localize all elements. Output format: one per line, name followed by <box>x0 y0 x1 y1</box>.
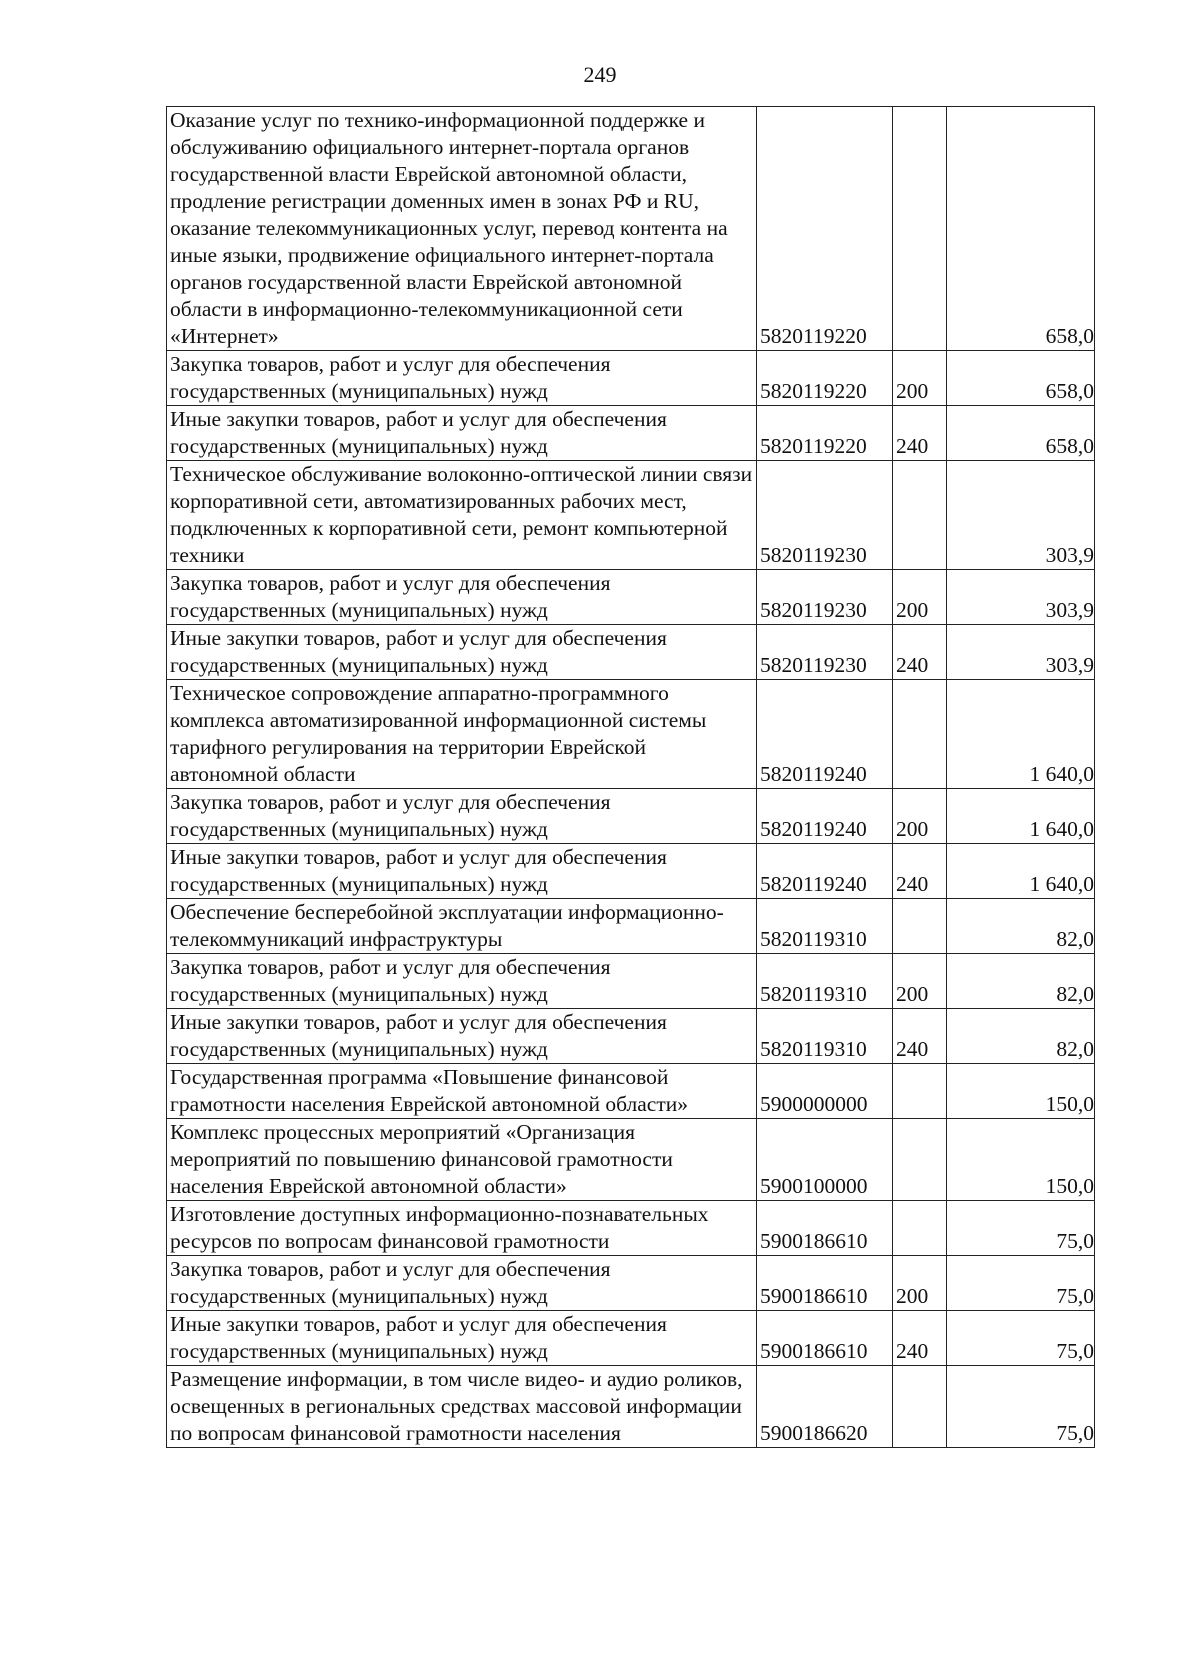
row-sum: 75,0 <box>947 1366 1095 1448</box>
table-row <box>167 954 1095 1009</box>
row-sum: 1 640,0 <box>947 844 1095 899</box>
row-name: Комплекс процессных мероприятий «Организация мероприятий по повышению финансовой грамотности населения Еврейской автономной области» <box>167 1119 757 1201</box>
table-row <box>167 680 1095 789</box>
table-row <box>167 570 1095 625</box>
table-row <box>167 1311 1095 1366</box>
row-name: Оказание услуг по технико-информационной поддержке и обслуживанию официального интернет-портала органов государственной власти Еврейской автономной области, продление регистрации доменных имен в зонах РФ и RU, оказание телекоммуникационных услуг, перевод контента на иные языки, продвижение официального интернет-портала органов государственной власти Еврейской автономной области в информационно-телекоммуникационной сети «Интернет» <box>167 107 757 351</box>
table-row <box>167 107 1095 351</box>
row-type <box>893 1119 947 1201</box>
table-row <box>167 1009 1095 1064</box>
row-type: 240 <box>893 1009 947 1064</box>
row-sum: 75,0 <box>947 1256 1095 1311</box>
row-code: 5820119310 <box>757 954 893 1009</box>
row-type: 240 <box>893 625 947 680</box>
row-code: 5900186610 <box>757 1201 893 1256</box>
row-name: Государственная программа «Повышение финансовой грамотности населения Еврейской автономной области» <box>167 1064 757 1119</box>
row-sum: 303,9 <box>947 461 1095 570</box>
row-code: 5820119310 <box>757 899 893 954</box>
row-sum: 82,0 <box>947 899 1095 954</box>
table-row <box>167 406 1095 461</box>
row-name: Техническое обслуживание волоконно-оптической линии связи корпоративной сети, автоматизированных рабочих мест, подключенных к корпоративной сети, ремонт компьютерной техники <box>167 461 757 570</box>
row-sum: 303,9 <box>947 625 1095 680</box>
row-sum: 1 640,0 <box>947 789 1095 844</box>
table-row <box>167 789 1095 844</box>
row-code: 5900186610 <box>757 1311 893 1366</box>
row-type <box>893 1064 947 1119</box>
row-type: 200 <box>893 789 947 844</box>
row-code: 5820119310 <box>757 1009 893 1064</box>
row-type <box>893 1201 947 1256</box>
table-row <box>167 1201 1095 1256</box>
row-name: Закупка товаров, работ и услуг для обеспечения государственных (муниципальных) нужд <box>167 351 757 406</box>
row-code: 5820119220 <box>757 107 893 351</box>
row-code: 5820119230 <box>757 461 893 570</box>
row-name: Иные закупки товаров, работ и услуг для обеспечения государственных (муниципальных) нужд <box>167 1009 757 1064</box>
row-type <box>893 680 947 789</box>
row-sum: 82,0 <box>947 1009 1095 1064</box>
row-sum: 1 640,0 <box>947 680 1095 789</box>
table-row <box>167 351 1095 406</box>
row-sum: 658,0 <box>947 406 1095 461</box>
row-name: Иные закупки товаров, работ и услуг для обеспечения государственных (муниципальных) нужд <box>167 844 757 899</box>
row-type: 200 <box>893 954 947 1009</box>
row-name: Техническое сопровождение аппаратно-программного комплекса автоматизированной информационной системы тарифного регулирования на территории Еврейской автономной области <box>167 680 757 789</box>
row-code: 5900186620 <box>757 1366 893 1448</box>
row-code: 5820119230 <box>757 625 893 680</box>
row-name: Изготовление доступных информационно-познавательных ресурсов по вопросам финансовой грамотности <box>167 1201 757 1256</box>
row-sum: 658,0 <box>947 351 1095 406</box>
table-row <box>167 844 1095 899</box>
row-name: Обеспечение бесперебойной эксплуатации информационно-телекоммуникаций инфраструктуры <box>167 899 757 954</box>
table-row <box>167 1256 1095 1311</box>
row-name: Размещение информации, в том числе видео- и аудио роликов, освещенных в региональных средствах массовой информации по вопросам финансовой грамотности населения <box>167 1366 757 1448</box>
row-sum: 658,0 <box>947 107 1095 351</box>
row-code: 5900186610 <box>757 1256 893 1311</box>
row-code: 5820119230 <box>757 570 893 625</box>
row-name: Иные закупки товаров, работ и услуг для обеспечения государственных (муниципальных) нужд <box>167 625 757 680</box>
row-sum: 75,0 <box>947 1311 1095 1366</box>
row-code: 5820119240 <box>757 789 893 844</box>
row-type: 240 <box>893 406 947 461</box>
row-name: Иные закупки товаров, работ и услуг для обеспечения государственных (муниципальных) нужд <box>167 1311 757 1366</box>
row-type: 200 <box>893 351 947 406</box>
row-type <box>893 1366 947 1448</box>
page-number: 249 <box>583 62 617 87</box>
table-row <box>167 1064 1095 1119</box>
row-type: 240 <box>893 1311 947 1366</box>
row-name: Закупка товаров, работ и услуг для обеспечения государственных (муниципальных) нужд <box>167 1256 757 1311</box>
row-code: 5900100000 <box>757 1119 893 1201</box>
row-sum: 75,0 <box>947 1201 1095 1256</box>
row-type: 200 <box>893 570 947 625</box>
row-name: Закупка товаров, работ и услуг для обеспечения государственных (муниципальных) нужд <box>167 789 757 844</box>
row-name: Иные закупки товаров, работ и услуг для обеспечения государственных (муниципальных) нужд <box>167 406 757 461</box>
row-type <box>893 461 947 570</box>
table-row <box>167 1366 1095 1448</box>
table-row <box>167 1119 1095 1201</box>
row-name: Закупка товаров, работ и услуг для обеспечения государственных (муниципальных) нужд <box>167 570 757 625</box>
row-sum: 150,0 <box>947 1119 1095 1201</box>
row-type: 240 <box>893 844 947 899</box>
row-type <box>893 107 947 351</box>
row-type <box>893 899 947 954</box>
row-sum: 303,9 <box>947 570 1095 625</box>
row-code: 5820119240 <box>757 680 893 789</box>
table-row <box>167 461 1095 570</box>
budget-table <box>166 106 1095 1448</box>
row-code: 5900000000 <box>757 1064 893 1119</box>
table-row <box>167 899 1095 954</box>
table-row <box>167 625 1095 680</box>
row-code: 5820119220 <box>757 351 893 406</box>
row-type: 200 <box>893 1256 947 1311</box>
row-code: 5820119240 <box>757 844 893 899</box>
row-name: Закупка товаров, работ и услуг для обеспечения государственных (муниципальных) нужд <box>167 954 757 1009</box>
row-sum: 82,0 <box>947 954 1095 1009</box>
row-code: 5820119220 <box>757 406 893 461</box>
row-sum: 150,0 <box>947 1064 1095 1119</box>
